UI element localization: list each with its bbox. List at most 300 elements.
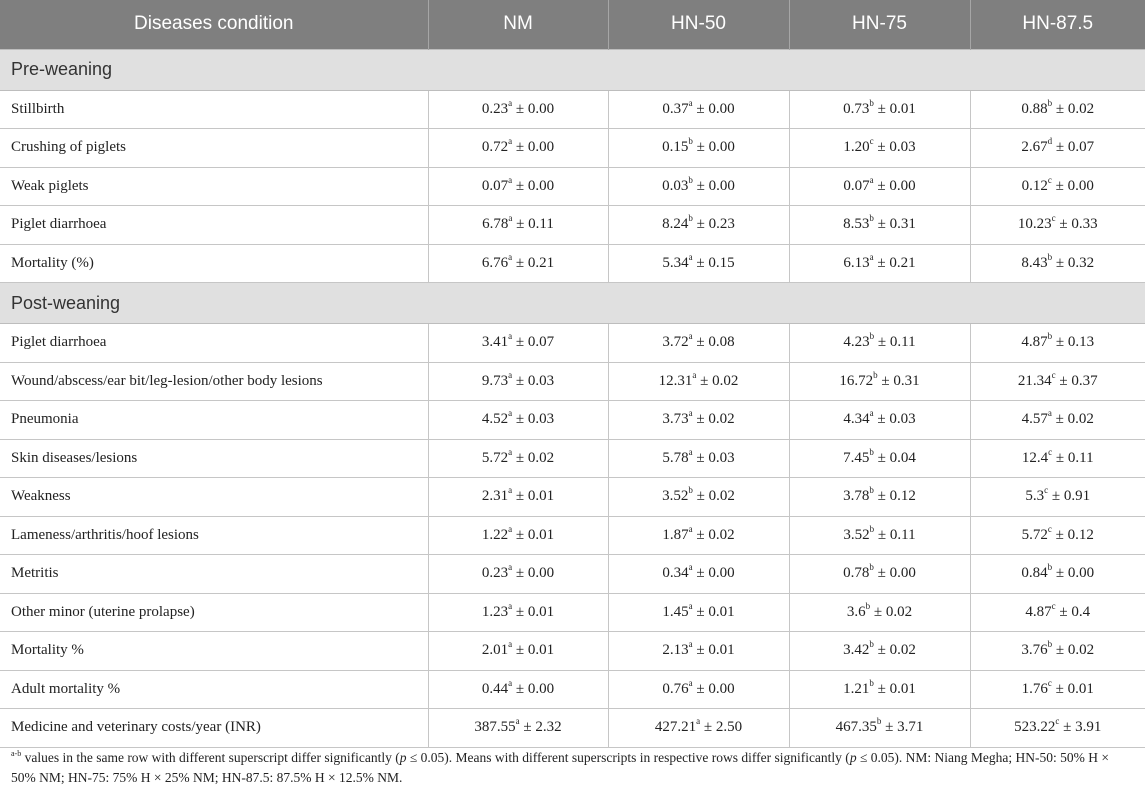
value-cell [970,709,1145,748]
plus-minus-symbol: ± [1055,565,1065,582]
cell-error: 0.23 [708,216,735,233]
plus-minus-symbol: ± [515,177,525,194]
cell-superscript: a [508,251,513,262]
cell-mean: 523.22 [1014,719,1056,736]
table-row [0,632,1145,671]
row-label: Medicine and veterinary costs/year (INR) [0,709,428,748]
value-cell [789,90,970,129]
plus-minus-symbol: ± [1051,488,1061,505]
plus-minus-symbol: ± [703,719,713,736]
plus-minus-symbol: ± [515,526,525,543]
cell-superscript: b [873,369,878,380]
cell-mean: 427.21 [654,719,697,736]
cell-mean: 0.23 [481,100,509,117]
cell-superscript: b [1047,251,1053,262]
value-cell [428,439,608,478]
cell-superscript: b [688,136,693,147]
value-cell [789,516,970,555]
section-title: Pre-weaning [0,49,1145,90]
plus-minus-symbol: ± [1055,100,1065,117]
value-cell [428,206,608,245]
table-row [0,167,1145,206]
value-cell [428,167,608,206]
footnote-text-3: ≤ 0.05). NM: Niang Megha; HN-50: 50% H × 50% NM; HN-75: 75% H × 25% NM; HN-87.5: 87.5% H × 12.5% NM. [11,750,1109,785]
cell-mean: 1.23 [481,603,509,620]
plus-minus-symbol: ± [885,719,894,736]
row-label: Stillbirth [0,90,428,129]
cell-error: 0.02 [708,488,735,505]
cell-superscript: a [869,251,874,262]
value-cell [789,324,970,363]
plus-minus-symbol: ± [515,642,525,659]
cell-error: 0.00 [708,100,735,117]
cell-mean: 3.76 [1021,642,1048,659]
row-label: Metritis [0,555,428,594]
cell-error: 0.31 [893,372,920,389]
cell-mean: 1.76 [1021,680,1048,697]
cell-error: 0.00 [1067,177,1094,194]
cell-superscript: d [1047,136,1053,147]
plus-minus-symbol: ± [696,603,705,620]
plus-minus-symbol: ± [877,680,886,697]
cell-superscript: c [1044,485,1049,496]
plus-minus-symbol: ± [696,100,705,117]
plus-minus-symbol: ± [696,488,705,505]
row-label: Mortality % [0,632,428,671]
cell-error: 0.01 [1067,680,1094,697]
value-cell [428,593,608,632]
cell-superscript: b [869,523,875,534]
value-cell [970,362,1145,401]
cell-mean: 0.15 [662,139,689,156]
plus-minus-symbol: ± [515,449,525,466]
cell-error: 0.00 [708,680,735,697]
plus-minus-symbol: ± [881,372,890,389]
cell-superscript: a [508,97,513,108]
cell-superscript: b [1047,97,1053,108]
cell-superscript: a [508,446,513,457]
cell-superscript: a [688,523,693,534]
cell-mean: 0.07 [481,177,509,194]
cell-mean: 0.07 [843,177,870,194]
cell-mean: 6.78 [482,216,509,233]
cell-error: 0.03 [889,139,916,156]
cell-error: 0.21 [527,254,555,271]
cell-mean: 6.76 [481,254,509,271]
cell-superscript: a [508,600,513,611]
cell-mean: 6.13 [843,254,870,271]
cell-superscript: a [688,331,693,342]
cell-error: 0.02 [1067,642,1095,659]
value-cell [970,167,1145,206]
plus-minus-symbol: ± [1055,526,1064,543]
cell-superscript: b [688,213,693,224]
header-hn-87-5: HN-87.5 [970,0,1145,49]
cell-mean: 12.4 [1021,449,1049,466]
cell-error: 0.01 [527,642,555,659]
cell-superscript: c [1047,523,1052,534]
cell-superscript: a [508,408,513,419]
cell-mean: 5.3 [1025,488,1045,505]
cell-superscript: a [688,677,693,688]
cell-error: 0.07 [1067,139,1095,156]
cell-error: 0.00 [708,565,735,582]
cell-error: 0.00 [889,177,916,194]
plus-minus-symbol: ± [877,177,886,194]
value-cell [789,555,970,594]
cell-error: 0.00 [708,139,735,156]
table-row [0,439,1145,478]
plus-minus-symbol: ± [1059,216,1068,233]
plus-minus-symbol: ± [515,565,525,582]
cell-error: 0.01 [708,642,735,659]
cell-mean: 9.73 [481,372,509,389]
cell-mean: 0.84 [1021,565,1048,582]
cell-mean: 4.57 [1021,411,1048,428]
cell-mean: 0.78 [843,565,870,582]
value-cell [608,90,789,129]
cell-error: 0.03 [527,372,555,389]
value-cell [428,670,608,709]
cell-superscript: c [1051,213,1056,224]
cell-error: 0.21 [889,254,916,271]
value-cell [789,401,970,440]
value-cell [608,206,789,245]
plus-minus-symbol: ± [515,488,525,505]
cell-superscript: c [1047,677,1052,688]
cell-error: 0.01 [527,488,555,505]
value-cell [428,324,608,363]
cell-error: 0.12 [1067,526,1094,543]
cell-superscript: b [869,446,874,457]
plus-minus-symbol: ± [877,565,886,582]
cell-mean: 387.55 [474,719,516,736]
cell-error: 0.32 [1067,254,1095,271]
value-cell [428,401,608,440]
plus-minus-symbol: ± [1059,372,1068,389]
cell-error: 0.11 [528,216,554,233]
cell-mean: 1.22 [481,526,509,543]
cell-superscript: a [688,97,693,108]
plus-minus-symbol: ± [1055,411,1064,428]
cell-mean: 5.72 [481,449,509,466]
plus-minus-symbol: ± [700,372,709,389]
cell-superscript: a [508,677,513,688]
cell-superscript: b [869,562,874,573]
cell-superscript: b [688,485,693,496]
value-cell [428,244,608,283]
value-cell [608,324,789,363]
value-cell [970,129,1145,168]
section-row [0,49,1145,90]
plus-minus-symbol: ± [877,254,886,271]
cell-superscript: c [1055,716,1060,727]
value-cell [608,129,789,168]
header-hn-50: HN-50 [608,0,789,49]
cell-mean: 4.87 [1025,603,1052,620]
cell-error: 0.00 [708,177,735,194]
row-label: Other minor (uterine prolapse) [0,593,428,632]
plus-minus-symbol: ± [696,565,705,582]
value-cell [608,439,789,478]
plus-minus-symbol: ± [696,139,705,156]
plus-minus-symbol: ± [696,254,705,271]
cell-superscript: a [688,446,693,457]
cell-mean: 2.67 [1021,139,1048,156]
cell-error: 0.00 [1067,565,1095,582]
row-label: Lameness/arthritis/hoof lesions [0,516,428,555]
cell-superscript: a [508,174,513,185]
cell-mean: 4.52 [481,411,509,428]
plus-minus-symbol: ± [1055,177,1064,194]
value-cell [428,129,608,168]
value-cell [608,709,789,748]
row-label: Mortality (%) [0,244,428,283]
cell-superscript: b [1047,562,1053,573]
cell-superscript: a [508,331,513,342]
cell-error: 0.03 [527,411,555,428]
cell-superscript: b [865,600,871,611]
cell-mean: 2.01 [481,642,509,659]
cell-error: 0.12 [889,488,916,505]
plus-minus-symbol: ± [877,139,886,156]
cell-mean: 3.52 [662,488,689,505]
row-label: Weak piglets [0,167,428,206]
value-cell [789,478,970,517]
cell-superscript: c [1051,369,1056,380]
cell-mean: 3.52 [843,526,870,543]
cell-superscript: a [688,408,693,419]
table-body [0,49,1145,747]
plus-minus-symbol: ± [516,216,525,233]
value-cell [428,709,608,748]
cell-error: 0.02 [889,642,916,659]
cell-mean: 0.12 [1021,177,1048,194]
table-row [0,362,1145,401]
value-cell [608,516,789,555]
cell-mean: 16.72 [839,372,874,389]
cell-error: 0.13 [1067,334,1095,351]
plus-minus-symbol: ± [877,216,886,233]
plus-minus-symbol: ± [696,680,705,697]
cell-mean: 0.37 [662,100,689,117]
plus-minus-symbol: ± [515,334,525,351]
row-label: Crushing of piglets [0,129,428,168]
cell-error: 0.15 [708,254,735,271]
cell-error: 0.01 [708,603,735,620]
cell-error: 0.00 [527,177,555,194]
value-cell [789,244,970,283]
cell-error: 0.03 [708,449,735,466]
header-diseases-condition: Diseases condition [0,0,428,49]
cell-error: 0.07 [527,334,555,351]
plus-minus-symbol: ± [877,100,886,117]
cell-error: 0.11 [889,334,916,351]
plus-minus-symbol: ± [696,334,705,351]
table-row [0,401,1145,440]
cell-mean: 5.72 [1021,526,1048,543]
cell-error: 0.02 [708,526,735,543]
cell-error: 0.01 [889,680,916,697]
cell-mean: 1.87 [662,526,689,543]
plus-minus-symbol: ± [877,488,886,505]
plus-minus-symbol: ± [515,603,525,620]
plus-minus-symbol: ± [1055,254,1065,271]
plus-minus-symbol: ± [1055,680,1064,697]
cell-error: 0.02 [708,411,735,428]
cell-superscript: a [508,369,513,380]
cell-superscript: c [1048,446,1053,457]
cell-superscript: a [508,485,513,496]
cell-superscript: a [508,639,513,650]
plus-minus-symbol: ± [515,254,525,271]
cell-superscript: a [869,174,874,185]
value-cell [428,516,608,555]
cell-superscript: a [696,716,701,727]
row-label: Piglet diarrhoea [0,206,428,245]
cell-mean: 8.24 [662,216,689,233]
cell-superscript: c [1051,600,1056,611]
value-cell [789,362,970,401]
cell-superscript: b [1047,331,1053,342]
plus-minus-symbol: ± [877,334,887,351]
cell-mean: 3.72 [662,334,689,351]
value-cell [608,478,789,517]
table-row [0,244,1145,283]
cell-error: 0.00 [527,680,555,697]
header-nm: NM [428,0,608,49]
plus-minus-symbol: ± [515,139,525,156]
cell-error: 0.11 [889,526,916,543]
cell-mean: 0.76 [662,680,689,697]
cell-superscript: a [688,639,693,650]
value-cell [789,206,970,245]
value-cell [608,670,789,709]
table-row [0,555,1145,594]
plus-minus-symbol: ± [1055,334,1065,351]
plus-minus-symbol: ± [1055,449,1065,466]
cell-mean: 4.34 [843,411,870,428]
value-cell [970,632,1145,671]
value-cell [428,362,608,401]
cell-mean: 7.45 [843,449,870,466]
value-cell [970,324,1145,363]
header-hn-75: HN-75 [789,0,970,49]
cell-error: 0.91 [1063,488,1091,505]
value-cell [428,90,608,129]
value-cell [970,90,1145,129]
cell-mean: 0.44 [481,680,509,697]
cell-error: 0.11 [1067,449,1094,466]
value-cell [428,478,608,517]
table-row [0,516,1145,555]
cell-mean: 3.41 [481,334,509,351]
row-label: Adult mortality % [0,670,428,709]
footnote-superscript: a-b [11,748,22,758]
plus-minus-symbol: ± [696,526,705,543]
table-row [0,129,1145,168]
cell-error: 2.50 [715,719,743,736]
cell-error: 0.04 [889,449,916,466]
section-row [0,283,1145,324]
plus-minus-symbol: ± [696,177,705,194]
value-cell [789,670,970,709]
cell-error: 0.00 [527,565,555,582]
cell-superscript: b [876,716,882,727]
cell-error: 0.01 [527,603,555,620]
cell-error: 0.33 [1071,216,1098,233]
cell-mean: 3.6 [846,603,866,620]
cell-superscript: a [692,369,697,380]
value-cell [428,632,608,671]
cell-mean: 1.21 [843,680,870,697]
cell-error: 0.01 [889,100,916,117]
cell-error: 0.00 [889,565,916,582]
cell-mean: 2.31 [481,488,509,505]
cell-error: 0.02 [712,372,739,389]
plus-minus-symbol: ± [877,526,887,543]
cell-mean: 0.23 [481,565,509,582]
cell-mean: 3.73 [662,411,689,428]
cell-error: 0.00 [527,100,555,117]
table-row [0,670,1145,709]
cell-superscript: a [508,213,513,224]
cell-error: 0.01 [527,526,555,543]
cell-mean: 8.43 [1021,254,1048,271]
footnote-text-1: values in the same row with different superscript differ significantly ( [21,750,400,765]
cell-error: 3.91 [1075,719,1102,736]
cell-superscript: a [508,562,513,573]
cell-superscript: b [869,677,874,688]
value-cell [970,670,1145,709]
cell-superscript: c [1047,174,1052,185]
row-label: Skin diseases/lesions [0,439,428,478]
row-label: Weakness [0,478,428,517]
cell-error: 0.02 [527,449,555,466]
table-row [0,593,1145,632]
plus-minus-symbol: ± [1055,642,1065,659]
value-cell [970,555,1145,594]
value-cell [608,362,789,401]
cell-error: 0.00 [527,139,555,156]
cell-superscript: a [508,523,513,534]
plus-minus-symbol: ± [696,449,705,466]
value-cell [608,555,789,594]
cell-error: 0.03 [889,411,916,428]
value-cell [789,129,970,168]
plus-minus-symbol: ± [696,642,705,659]
cell-error: 2.32 [535,719,562,736]
cell-superscript: a [869,408,874,419]
table-row [0,709,1145,748]
cell-error: 0.02 [885,603,913,620]
plus-minus-symbol: ± [1055,139,1065,156]
cell-mean: 0.88 [1021,100,1048,117]
value-cell [789,439,970,478]
cell-superscript: a [688,562,693,573]
value-cell [608,593,789,632]
cell-mean: 0.72 [481,139,509,156]
footnote-text-2: ≤ 0.05). Means with different superscripts in respective rows differ significantly ( [406,750,850,765]
cell-superscript: c [869,136,874,147]
cell-mean: 3.78 [843,488,870,505]
footnote-p-2: p [849,750,857,765]
section-title: Post-weaning [0,283,1145,324]
cell-mean: 4.23 [843,334,870,351]
value-cell [789,632,970,671]
value-cell [970,401,1145,440]
cell-superscript: a [688,251,693,262]
